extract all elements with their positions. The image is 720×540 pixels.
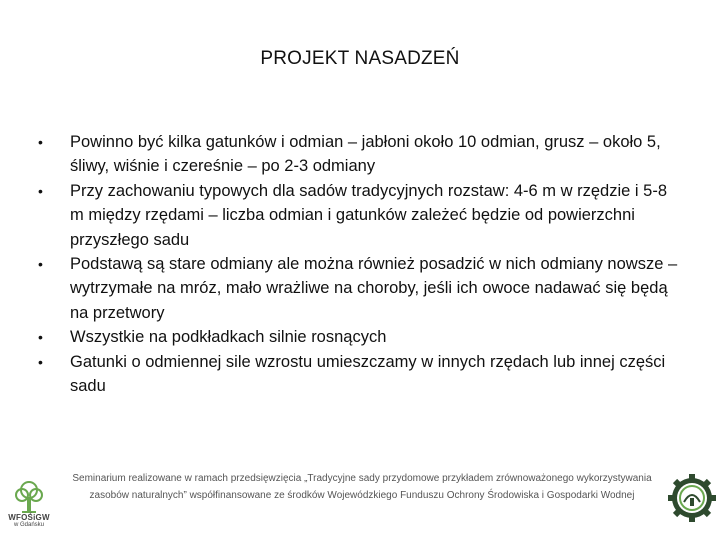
bullet-dot: • [38, 256, 43, 273]
wfosigw-subtitle: w Gdańsku [13, 522, 44, 528]
bullet-item [38, 252, 678, 325]
bullet-text: Przy zachowaniu typowych dla sadów tradycyjnych rozstaw: 4-6 m w rzędzie i 5-8 m między rzędami – liczba odmian i gatunków zależeć będzie od powierzchni przyszłego sadu [70, 181, 667, 249]
bullet-item [38, 325, 678, 349]
bullet-text: Gatunki o odmiennej sile wzrostu umieszczamy w innych rzędach lub innej części sadu [70, 352, 666, 396]
footer-text: Seminarium realizowane w ramach przedsięwzięcia „Tradycyjne sady przydomowe przykładem zrównoważonego wykorzystywania zasobów naturalnych” współfinansowane ze środków Wojewódzkiego Funduszu Ochrony Środowiska i Gospodarki Wodnej [72, 473, 652, 501]
bullet-dot: • [38, 329, 43, 346]
wfosigw-logo [0, 480, 58, 530]
bullet-text: Podstawą są stare odmiany ale można również posadzić w nich odmiany nowsze – wytrzymałe na mróz, mało wrażliwe na choroby, jeśli ich owoce nadawać się będą na przetwory [70, 255, 678, 322]
bullet-text: Wszystkie na podkładkach silnie rosnących [70, 328, 387, 347]
bullet-item [38, 350, 678, 399]
bullet-dot: • [38, 353, 43, 370]
slide-title: PROJEKT NASADZEŃ [260, 48, 460, 69]
bullet-list [38, 130, 678, 398]
gear-seal-logo-icon [666, 472, 718, 524]
bullet-text: Powinno być kilka gatunków i odmian – jabłoni około 10 odmian, grusz – około 5, śliwy, wiśnie i czereśnie – po 2-3 odmiany [70, 133, 661, 176]
tree-logo-icon [0, 480, 58, 514]
bullet-dot: • [38, 134, 43, 150]
bullet-dot: • [38, 182, 43, 199]
wfosigw-brand: WFOŚiGW [8, 513, 50, 522]
bullet-item [38, 179, 678, 252]
gear-seal-logo [666, 472, 718, 524]
bullet-item [38, 130, 678, 179]
